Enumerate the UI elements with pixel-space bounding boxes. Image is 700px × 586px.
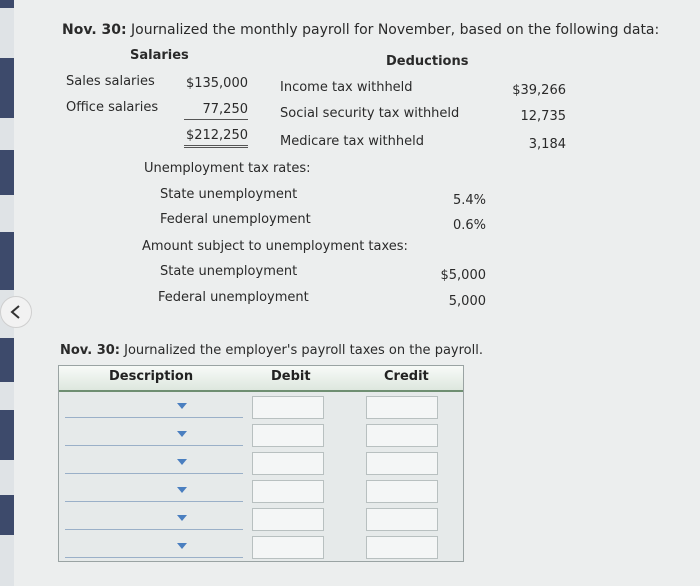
subject-label: Amount subject to unemployment taxes: xyxy=(142,239,408,254)
description-select[interactable] xyxy=(65,397,243,418)
subject-item-label: State unemployment xyxy=(160,264,298,279)
credit-input[interactable] xyxy=(366,452,438,475)
journal-row xyxy=(59,393,463,421)
chevron-left-icon xyxy=(8,304,24,320)
credit-input[interactable] xyxy=(366,396,438,419)
subject-item-label: Federal unemployment xyxy=(158,290,309,305)
unemployment-rates-label: Unemployment tax rates: xyxy=(144,161,311,176)
salaries-header: Salaries xyxy=(130,48,189,63)
credit-input[interactable] xyxy=(366,508,438,531)
rate-value: 0.6% xyxy=(452,218,486,233)
debit-input[interactable] xyxy=(252,508,324,531)
salary-label: Sales salaries xyxy=(66,74,155,89)
dropdown-arrow-icon[interactable] xyxy=(177,403,187,409)
dropdown-arrow-icon[interactable] xyxy=(177,515,187,521)
salary-label: Office salaries xyxy=(66,100,159,115)
task-instruction xyxy=(60,343,483,358)
description-select[interactable] xyxy=(65,537,243,558)
salary-amount: $135,000 xyxy=(185,76,248,91)
description-select[interactable] xyxy=(65,453,243,474)
debit-input[interactable] xyxy=(252,452,324,475)
journal-row xyxy=(59,421,463,449)
journal-row xyxy=(59,533,463,561)
deduction-label: Medicare tax withheld xyxy=(280,134,424,149)
credit-input[interactable] xyxy=(366,424,438,447)
deduction-amount: 12,735 xyxy=(520,109,566,124)
problem-date: Nov. 30: xyxy=(62,22,127,38)
journal-row xyxy=(59,449,463,477)
rate-label: State unemployment xyxy=(160,187,298,202)
column-header-credit: Credit xyxy=(384,369,429,384)
dropdown-arrow-icon[interactable] xyxy=(177,431,187,437)
subject-item-value: $5,000 xyxy=(440,268,486,283)
debit-input[interactable] xyxy=(252,396,324,419)
subject-item-value: 5,000 xyxy=(448,294,486,309)
deduction-amount: $39,266 xyxy=(512,83,566,98)
problem-description: Journalized the monthly payroll for November, based on the following data: xyxy=(126,22,660,38)
dropdown-arrow-icon[interactable] xyxy=(177,459,187,465)
description-select[interactable] xyxy=(65,425,243,446)
credit-input[interactable] xyxy=(366,536,438,559)
deduction-amount: 3,184 xyxy=(528,137,566,152)
debit-input[interactable] xyxy=(252,424,324,447)
task-date: Nov. 30: xyxy=(60,343,120,358)
nav-band xyxy=(0,58,14,118)
journal-row xyxy=(59,477,463,505)
column-header-debit: Debit xyxy=(271,369,311,384)
nav-band xyxy=(0,338,14,382)
nav-band xyxy=(0,410,14,460)
nav-band xyxy=(0,0,14,8)
description-select[interactable] xyxy=(65,509,243,530)
credit-input[interactable] xyxy=(366,480,438,503)
salary-amount: 77,250 xyxy=(184,102,248,120)
rate-value: 5.4% xyxy=(452,193,486,208)
dropdown-arrow-icon[interactable] xyxy=(177,487,187,493)
salary-total: $212,250 xyxy=(184,128,248,148)
nav-band xyxy=(0,150,14,195)
problem-title xyxy=(62,22,659,38)
debit-input[interactable] xyxy=(252,536,324,559)
description-select[interactable] xyxy=(65,481,243,502)
task-description: Journalized the employer's payroll taxes on the payroll. xyxy=(119,343,483,358)
journal-row xyxy=(59,505,463,533)
column-header-description: Description xyxy=(109,369,194,384)
dropdown-arrow-icon[interactable] xyxy=(177,543,187,549)
journal-header-row xyxy=(59,366,463,392)
nav-band xyxy=(0,495,14,535)
nav-band xyxy=(0,232,14,290)
deduction-label: Social security tax withheld xyxy=(280,106,460,121)
left-nav-strip xyxy=(0,0,14,586)
debit-input[interactable] xyxy=(252,480,324,503)
back-button[interactable] xyxy=(0,296,32,328)
deductions-header: Deductions xyxy=(386,54,469,69)
rate-label: Federal unemployment xyxy=(160,212,311,227)
journal-entry-table xyxy=(58,365,464,562)
deduction-label: Income tax withheld xyxy=(280,80,413,95)
